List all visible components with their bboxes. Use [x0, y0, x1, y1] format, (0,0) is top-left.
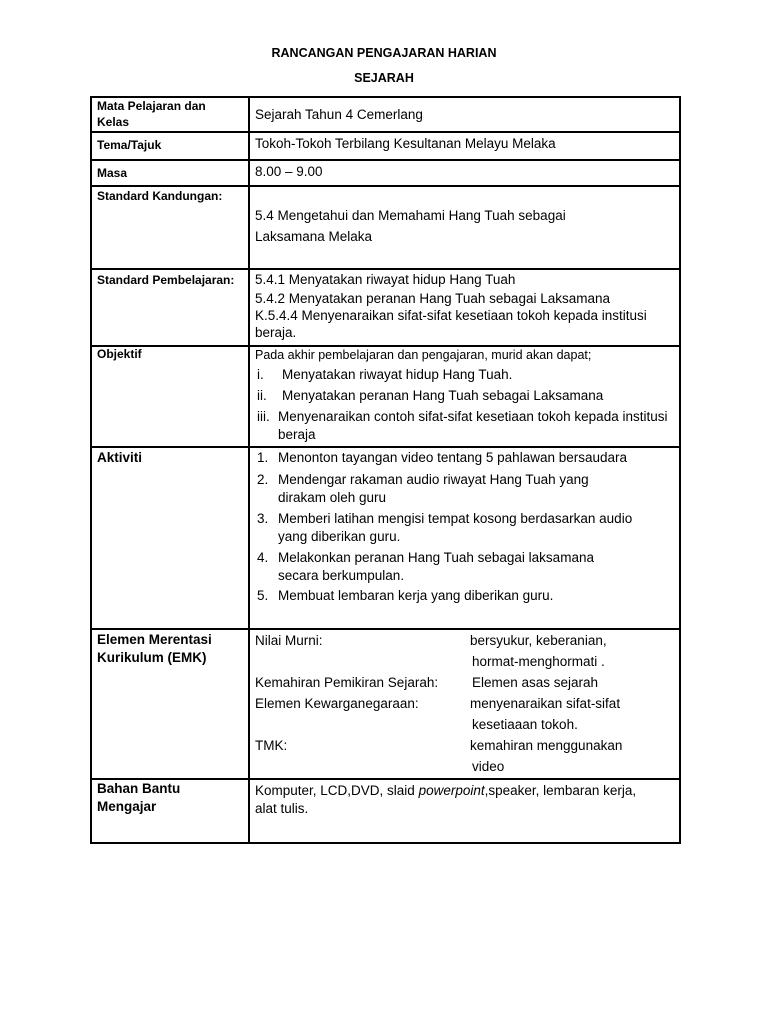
value-mata-pelajaran: Sejarah Tahun 4 Cemerlang — [255, 107, 423, 122]
emk-tmk-value-2: video — [472, 759, 505, 774]
table-border-right — [679, 96, 681, 844]
value-bbm — [255, 782, 655, 818]
emk-nilai-value-2: hormat-menghormati . — [472, 654, 605, 669]
document-subtitle: SEJARAH — [354, 71, 414, 85]
lesson-plan-table — [90, 96, 681, 844]
document-title: RANCANGAN PENGAJARAN HARIAN — [271, 46, 497, 60]
row-divider — [90, 159, 681, 161]
emk-kwn-value-2: kesetiaaan tokoh. — [472, 717, 578, 732]
aktiviti-item — [255, 587, 675, 605]
objektif-text: Menyatakan riwayat hidup Hang Tuah. — [282, 367, 513, 382]
objektif-text: Menyatakan peranan Hang Tuah sebagai Laksamana — [282, 388, 604, 403]
objektif-item — [255, 366, 675, 384]
emk-nilai-label: Nilai Murni: — [255, 633, 323, 648]
row-divider — [90, 446, 681, 448]
aktiviti-text: Mendengar rakaman audio riwayat Hang Tuah yang dirakam oleh guru — [278, 472, 589, 505]
aktiviti-text: Memberi latihan mengisi tempat kosong berdasarkan audio yang diberikan guru. — [278, 511, 633, 544]
objektif-num: iii. — [257, 409, 270, 424]
label-standard-pembelajaran: Standard Pembelajaran: — [97, 273, 235, 287]
label-objektif: Objektif — [97, 347, 142, 361]
emk-nilai-value-1: bersyukur, keberanian, — [470, 633, 607, 648]
value-sp-line-2: 5.4.2 Menyatakan peranan Hang Tuah sebagai Laksamana — [255, 291, 611, 306]
value-standard-kandungan: 5.4 Mengetahui dan Memahami Hang Tuah sebagai Laksamana Melaka — [255, 208, 566, 244]
emk-tmk-label: TMK: — [255, 738, 288, 753]
bbm-text-italic: powerpoint — [418, 783, 485, 798]
label-mata-pelajaran: Mata Pelajaran dan Kelas — [97, 99, 206, 129]
bbm-text-a: Komputer, LCD,DVD, slaid — [255, 783, 419, 798]
label-aktiviti: Aktiviti — [97, 450, 143, 465]
objektif-intro: Pada akhir pembelajaran dan pengajaran, murid akan dapat; — [255, 348, 592, 362]
label-tema: Tema/Tajuk — [97, 138, 162, 152]
label-standard-kandungan: Standard Kandungan: — [97, 189, 223, 203]
aktiviti-num: 3. — [257, 511, 269, 526]
column-divider — [248, 96, 250, 844]
aktiviti-item — [255, 449, 675, 467]
aktiviti-text: Membuat lembaran kerja yang diberikan guru. — [278, 588, 554, 603]
label-masa: Masa — [97, 166, 128, 180]
aktiviti-num: 1. — [257, 450, 269, 465]
aktiviti-item — [255, 471, 675, 507]
aktiviti-num: 2. — [257, 472, 269, 487]
row-divider — [90, 185, 681, 187]
emk-kwn-value-1: menyenaraikan sifat-sifat — [470, 696, 621, 711]
objektif-item — [255, 387, 675, 405]
table-border-left — [90, 96, 92, 844]
table-border-bottom — [90, 842, 681, 844]
value-masa: 8.00 – 9.00 — [255, 164, 323, 179]
objektif-item — [255, 408, 675, 444]
aktiviti-item — [255, 510, 675, 546]
value-sp-line-1: 5.4.1 Menyatakan riwayat hidup Hang Tuah — [255, 272, 516, 287]
aktiviti-item — [255, 549, 675, 585]
objektif-text: Menyenaraikan contoh sifat-sifat kesetiaan tokoh kepada institusi beraja — [278, 409, 668, 442]
row-divider — [90, 268, 681, 270]
emk-tmk-value-1: kemahiran menggunakan — [470, 738, 623, 753]
aktiviti-text: Menonton tayangan video tentang 5 pahlawan bersaudara — [278, 450, 628, 465]
bbm-text-b: ,speaker, lembaran kerja, alat tulis. — [255, 783, 637, 816]
emk-kps-label: Kemahiran Pemikiran Sejarah: — [255, 675, 439, 690]
label-bbm: Bahan Bantu Mengajar — [97, 781, 181, 814]
aktiviti-text: Melakonkan peranan Hang Tuah sebagai laksamana secara berkumpulan. — [278, 550, 594, 583]
label-emk: Elemen Merentasi Kurikulum (EMK) — [97, 632, 212, 665]
value-tema: Tokoh-Tokoh Terbilang Kesultanan Melayu Melaka — [255, 136, 556, 151]
emk-kwn-label: Elemen Kewarganegaraan: — [255, 696, 419, 711]
emk-kps-value: Elemen asas sejarah — [472, 675, 599, 690]
value-sp-line-3: K.5.4.4 Menyenaraikan sifat-sifat kesetiaan tokoh kepada institusi beraja. — [255, 308, 647, 340]
objektif-num: i. — [257, 367, 264, 382]
aktiviti-num: 5. — [257, 588, 269, 603]
aktiviti-num: 4. — [257, 550, 269, 565]
row-divider — [90, 131, 681, 133]
objektif-num: ii. — [257, 388, 267, 403]
